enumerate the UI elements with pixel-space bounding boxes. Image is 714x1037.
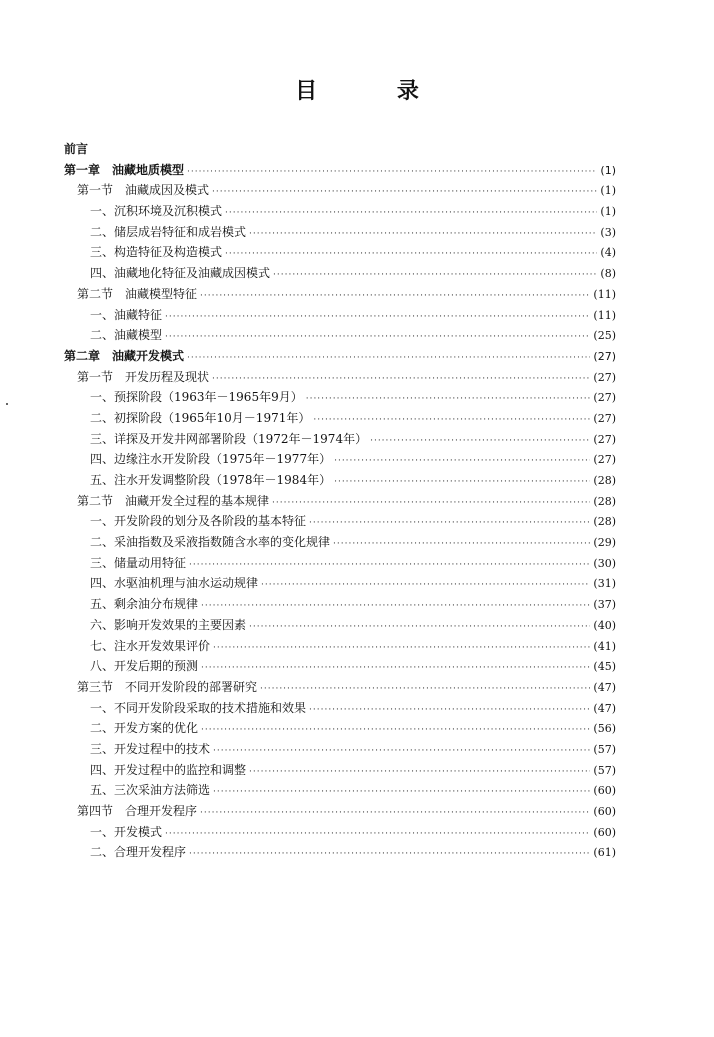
page-title: 目 录 [295, 79, 455, 104]
toc-entry-page-number: (57) [593, 763, 616, 777]
dot-leader [200, 803, 590, 824]
toc-entry-label: 五、注水开发调整阶段（1978年－1984年） [90, 473, 332, 487]
toc-entry-label: 第二节 油藏开发全过程的基本规律 [77, 493, 270, 508]
toc-entry-page-number: (4) [600, 246, 616, 260]
dot-leader [260, 679, 590, 700]
toc-entry-label: 第二章 油藏开发模式 [64, 348, 185, 363]
toc-entry-label: 一、油藏特征 [90, 307, 163, 322]
toc-entry-label: 八、开发后期的预测 [90, 659, 199, 674]
toc-entry-page-number: (28) [593, 515, 616, 529]
toc-entry-label: 二、合理开发程序 [90, 845, 187, 860]
toc-entry-page-number: (61) [593, 846, 616, 860]
toc-entry-page-number: (45) [593, 660, 616, 674]
toc-entry-label: 第二节 油藏模型特征 [77, 286, 198, 301]
dot-leader [200, 286, 590, 307]
toc-entry-label: 七、注水开发效果评价 [90, 638, 211, 653]
dot-leader [333, 534, 590, 555]
toc-entry-chapter [64, 160, 616, 181]
toc-entry-page-number: (57) [593, 742, 616, 756]
toc-entry-section [64, 367, 616, 388]
toc-entry-section [64, 677, 616, 698]
dot-leader [165, 824, 590, 845]
toc-entry-item [64, 718, 616, 739]
toc-entry-item [64, 263, 616, 284]
toc-entry-page-number: (27) [593, 432, 616, 446]
toc-entry-item [64, 429, 616, 450]
dot-leader [189, 555, 590, 576]
toc-entry-label: 一、开发模式 [90, 824, 163, 839]
toc-entry-item [64, 780, 616, 801]
toc-entry-page-number: (28) [593, 474, 616, 487]
dot-leader [189, 844, 590, 865]
toc-entry-item [64, 449, 616, 470]
dot-leader [306, 389, 591, 410]
dot-leader [187, 348, 590, 369]
toc-entry-page-number: (30) [593, 556, 616, 570]
toc-entry-label: 第三节 不同开发阶段的部署研究 [77, 679, 258, 694]
toc-entry-label: 第一节 油藏成因及模式 [77, 183, 210, 198]
toc-entry-label: 二、采油指数及采液指数随含水率的变化规律 [90, 535, 331, 550]
toc-entry-item [64, 842, 616, 863]
dot-leader [334, 451, 590, 472]
dot-leader [212, 369, 590, 390]
toc-entry-label: 二、油藏模型 [90, 328, 163, 343]
dot-leader [249, 617, 590, 638]
toc-entry-item [64, 573, 616, 594]
toc-entry-item [64, 305, 616, 326]
dot-leader [225, 244, 597, 265]
toc-entry-label: 第一节 开发历程及现状 [77, 369, 210, 384]
toc-entry-item [64, 201, 616, 222]
toc-entry-page-number: (1) [600, 205, 616, 219]
dot-leader [261, 575, 590, 596]
toc-entry-page-number: (25) [593, 329, 616, 343]
toc-entry-page-number: (40) [593, 618, 616, 632]
toc-entry-preface [64, 139, 616, 160]
toc-entry-item [64, 656, 616, 677]
toc-entry-item [64, 553, 616, 574]
toc-entry-label: 五、剩余油分布规律 [90, 597, 199, 612]
toc-entry-page-number: (47) [593, 701, 616, 715]
toc-entry-item [64, 242, 616, 263]
toc-entry-page-number: (1) [600, 184, 616, 198]
dot-leader [213, 638, 590, 659]
dot-leader [309, 700, 590, 721]
toc-entry-label: 二、初探阶段（1965年10月－1971年） [90, 410, 311, 425]
toc-entry-label: 前言 [64, 142, 89, 156]
toc-entry-item [64, 470, 616, 491]
toc-entry-item [64, 222, 616, 243]
toc-entry-page-number: (60) [593, 805, 616, 818]
toc-entry-item [64, 387, 616, 408]
toc-entry-section [64, 491, 616, 512]
toc-entry-page-number: (37) [593, 598, 616, 612]
toc-entry-page-number: (1) [600, 163, 616, 177]
toc-entry-page-number: (31) [593, 577, 616, 591]
dot-leader [309, 513, 590, 534]
toc-entry-label: 二、开发方案的优化 [90, 721, 199, 736]
toc-entry-label: 六、影响开发效果的主要因素 [90, 617, 247, 632]
dot-leader [249, 224, 597, 245]
toc-entry-label: 二、储层成岩特征和成岩模式 [90, 224, 247, 239]
toc-entry-label: 三、详探及开发井网部署阶段（1972年－1974年） [90, 431, 368, 446]
toc-entry-item [64, 615, 616, 636]
toc-entry-page-number: (41) [593, 639, 616, 653]
dot-leader [201, 658, 590, 679]
toc-entry-label: 三、构造特征及构造模式 [90, 245, 223, 260]
dot-leader [272, 493, 590, 514]
toc-entry-section [64, 180, 616, 201]
toc-entry-item [64, 511, 616, 532]
dot-leader [187, 162, 597, 183]
toc-entry-page-number: (3) [600, 225, 616, 239]
toc-entry-page-number: (27) [593, 411, 616, 425]
toc-entry-label: 四、边缘注水开发阶段（1975年－1977年） [90, 452, 332, 467]
toc-entry-item [64, 739, 616, 760]
scan-speck [6, 403, 8, 405]
toc-entry-page-number: (47) [593, 680, 616, 694]
toc-entry-label: 四、水驱油机理与油水运动规律 [90, 576, 259, 591]
toc-entry-page-number: (27) [593, 391, 616, 405]
toc-entry-page-number: (60) [593, 784, 616, 798]
dot-leader [225, 203, 597, 224]
toc-entry-section [64, 284, 616, 305]
toc-entry-page-number: (29) [593, 536, 616, 550]
toc-entry-page-number: (28) [593, 494, 616, 508]
dot-leader [370, 431, 590, 452]
toc-entry-page-number: (27) [593, 370, 616, 384]
dot-leader [212, 182, 597, 203]
toc-entry-page-number: (56) [593, 722, 616, 736]
toc-entry-page-number: (11) [593, 308, 616, 322]
toc-entry-page-number: (11) [593, 287, 616, 301]
toc-entry-section [64, 801, 616, 822]
toc-entry-chapter [64, 346, 616, 367]
dot-leader [165, 327, 590, 348]
dot-leader [273, 265, 597, 286]
dot-leader [213, 741, 590, 762]
toc-entry-item [64, 698, 616, 719]
dot-leader [201, 720, 590, 741]
toc-entry-label: 五、三次采油方法筛选 [90, 783, 211, 798]
dot-leader [313, 410, 590, 431]
table-of-contents [64, 139, 616, 863]
dot-leader [165, 307, 590, 328]
toc-entry-item [64, 325, 616, 346]
toc-entry-label: 三、开发过程中的技术 [90, 741, 211, 756]
toc-entry-page-number: (60) [593, 825, 616, 839]
toc-entry-item [64, 532, 616, 553]
toc-entry-label: 四、油藏地化特征及油藏成因模式 [90, 266, 271, 281]
toc-entry-label: 三、储量动用特征 [90, 555, 187, 570]
toc-entry-label: 一、不同开发阶段采取的技术措施和效果 [90, 700, 307, 715]
toc-entry-label: 一、预探阶段（1963年－1965年9月） [90, 390, 303, 405]
toc-entry-label: 第一章 油藏地质模型 [64, 162, 185, 177]
toc-entry-item [64, 408, 616, 429]
toc-entry-item [64, 594, 616, 615]
toc-entry-label: 四、开发过程中的监控和调整 [90, 762, 247, 777]
toc-entry-label: 一、沉积环境及沉积模式 [90, 204, 223, 219]
toc-entry-page-number: (27) [593, 349, 616, 363]
dot-leader [213, 782, 590, 803]
toc-entry-page-number: (8) [600, 267, 616, 281]
dot-leader [249, 762, 590, 783]
dot-leader [201, 596, 590, 617]
toc-entry-item [64, 822, 616, 843]
toc-entry-item [64, 636, 616, 657]
toc-entry-label: 第四节 合理开发程序 [77, 804, 198, 818]
dot-leader [334, 472, 590, 493]
toc-entry-page-number: (27) [593, 453, 616, 467]
toc-entry-item [64, 760, 616, 781]
toc-entry-label: 一、开发阶段的划分及各阶段的基本特征 [90, 514, 307, 529]
